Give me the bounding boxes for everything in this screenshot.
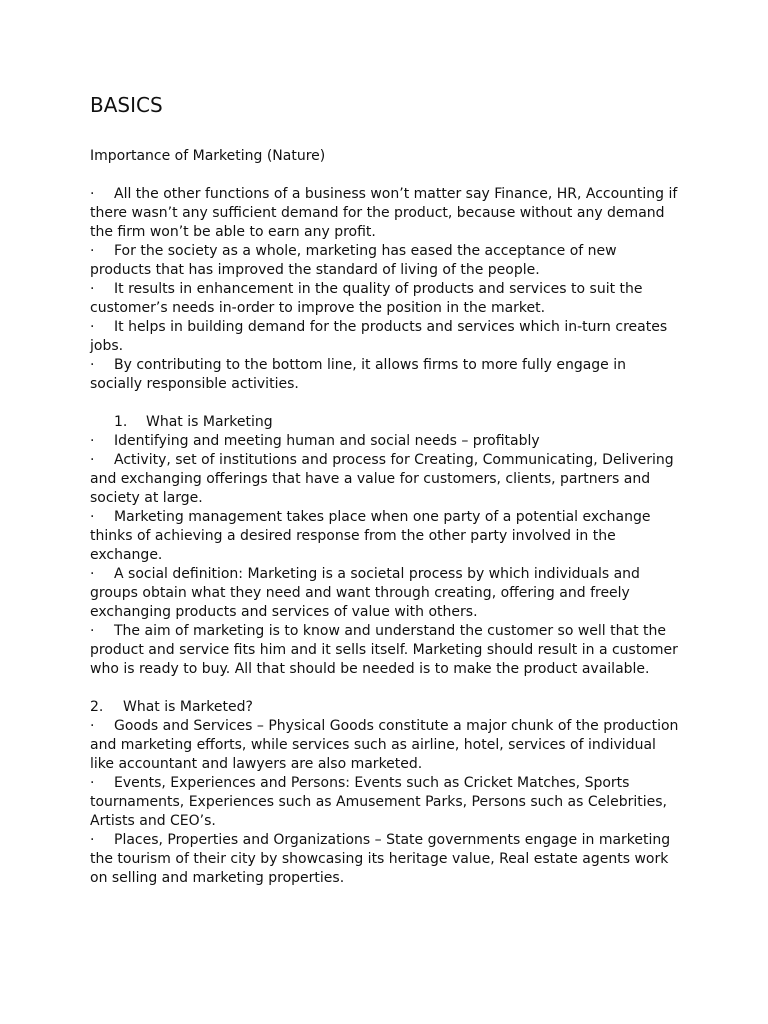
bullet-text: Marketing management takes place when one party of a potential exchange thinks of achieving a desired response from the other party involved in the exchange. (90, 509, 651, 563)
bullet-mark: · (90, 775, 95, 791)
bullet-item (90, 565, 680, 622)
bullet-text: By contributing to the bottom line, it allows firms to more fully engage in socially responsible activities. (90, 357, 626, 392)
document-title: BASICS (90, 93, 163, 117)
document-body (90, 147, 680, 888)
section-heading-text: What is Marketing (146, 414, 273, 430)
section-heading-text: What is Marketed? (123, 699, 253, 715)
bullet-mark: · (90, 623, 95, 639)
bullet-mark: · (90, 433, 95, 449)
bullet-item (90, 432, 680, 451)
bullet-mark: · (90, 718, 95, 734)
bullet-text: Activity, set of institutions and process for Creating, Communicating, Delivering and exchanging offerings that have a value for customers, clients, partners and society at large. (90, 452, 674, 506)
bullet-item (90, 356, 680, 394)
bullet-text: Goods and Services – Physical Goods constitute a major chunk of the production and marketing efforts, while services such as airline, hotel, services of individual like accountant and lawyers are also marketed. (90, 718, 679, 772)
bullet-item (90, 774, 680, 831)
bullet-mark: · (90, 186, 95, 202)
bullet-item (90, 280, 680, 318)
bullet-mark: · (90, 281, 95, 297)
bullet-mark: · (90, 509, 95, 525)
bullet-mark: · (90, 452, 95, 468)
blank-line (90, 166, 680, 185)
bullet-text: Identifying and meeting human and social needs – profitably (114, 433, 540, 449)
bullet-item (90, 831, 680, 888)
bullet-item (90, 451, 680, 508)
bullet-mark: · (90, 319, 95, 335)
bullet-text: For the society as a whole, marketing has eased the acceptance of new products that has improved the standard of living of the people. (90, 243, 617, 278)
bullet-item (90, 185, 680, 242)
bullet-text: A social definition: Marketing is a societal process by which individuals and groups obtain what they need and want through creating, offering and freely exchanging products and services of value with others. (90, 566, 640, 620)
bullet-mark: · (90, 566, 95, 582)
bullet-text: Places, Properties and Organizations – State governments engage in marketing the tourism of their city by showcasing its heritage value, Real estate agents work on selling and marketing properties. (90, 832, 671, 886)
bullet-text: All the other functions of a business won’t matter say Finance, HR, Accounting if there wasn’t any sufficient demand for the product, because without any demand the firm won’t be able to earn any profit. (90, 186, 678, 240)
numbered-heading-what-is-marketing (90, 413, 680, 432)
bullet-mark: · (90, 832, 95, 848)
blank-line (90, 394, 680, 413)
bullet-mark: · (90, 357, 95, 373)
bullet-item (90, 508, 680, 565)
bullet-item (90, 717, 680, 774)
bullet-text: It results in enhancement in the quality of products and services to suit the customer’s needs in-order to improve the position in the market. (90, 281, 643, 316)
bullet-item (90, 242, 680, 280)
section-heading-importance: Importance of Marketing (Nature) (90, 148, 326, 164)
bullet-text: It helps in building demand for the products and services which in-turn creates jobs. (90, 319, 668, 354)
list-number: 2. (90, 699, 104, 715)
bullet-text: The aim of marketing is to know and understand the customer so well that the product and service fits him and it sells itself. Marketing should result in a customer who is ready to buy. All that should be needed is to make the product available. (90, 623, 678, 677)
numbered-heading-what-is-marketed (90, 698, 680, 717)
bullet-item (90, 622, 680, 679)
list-number: 1. (114, 414, 128, 430)
bullet-text: Events, Experiences and Persons: Events such as Cricket Matches, Sports tournaments, Experiences such as Amusement Parks, Persons such as Celebrities, Artists and CEO’s. (90, 775, 667, 829)
blank-line (90, 679, 680, 698)
bullet-mark: · (90, 243, 95, 259)
bullet-item (90, 318, 680, 356)
